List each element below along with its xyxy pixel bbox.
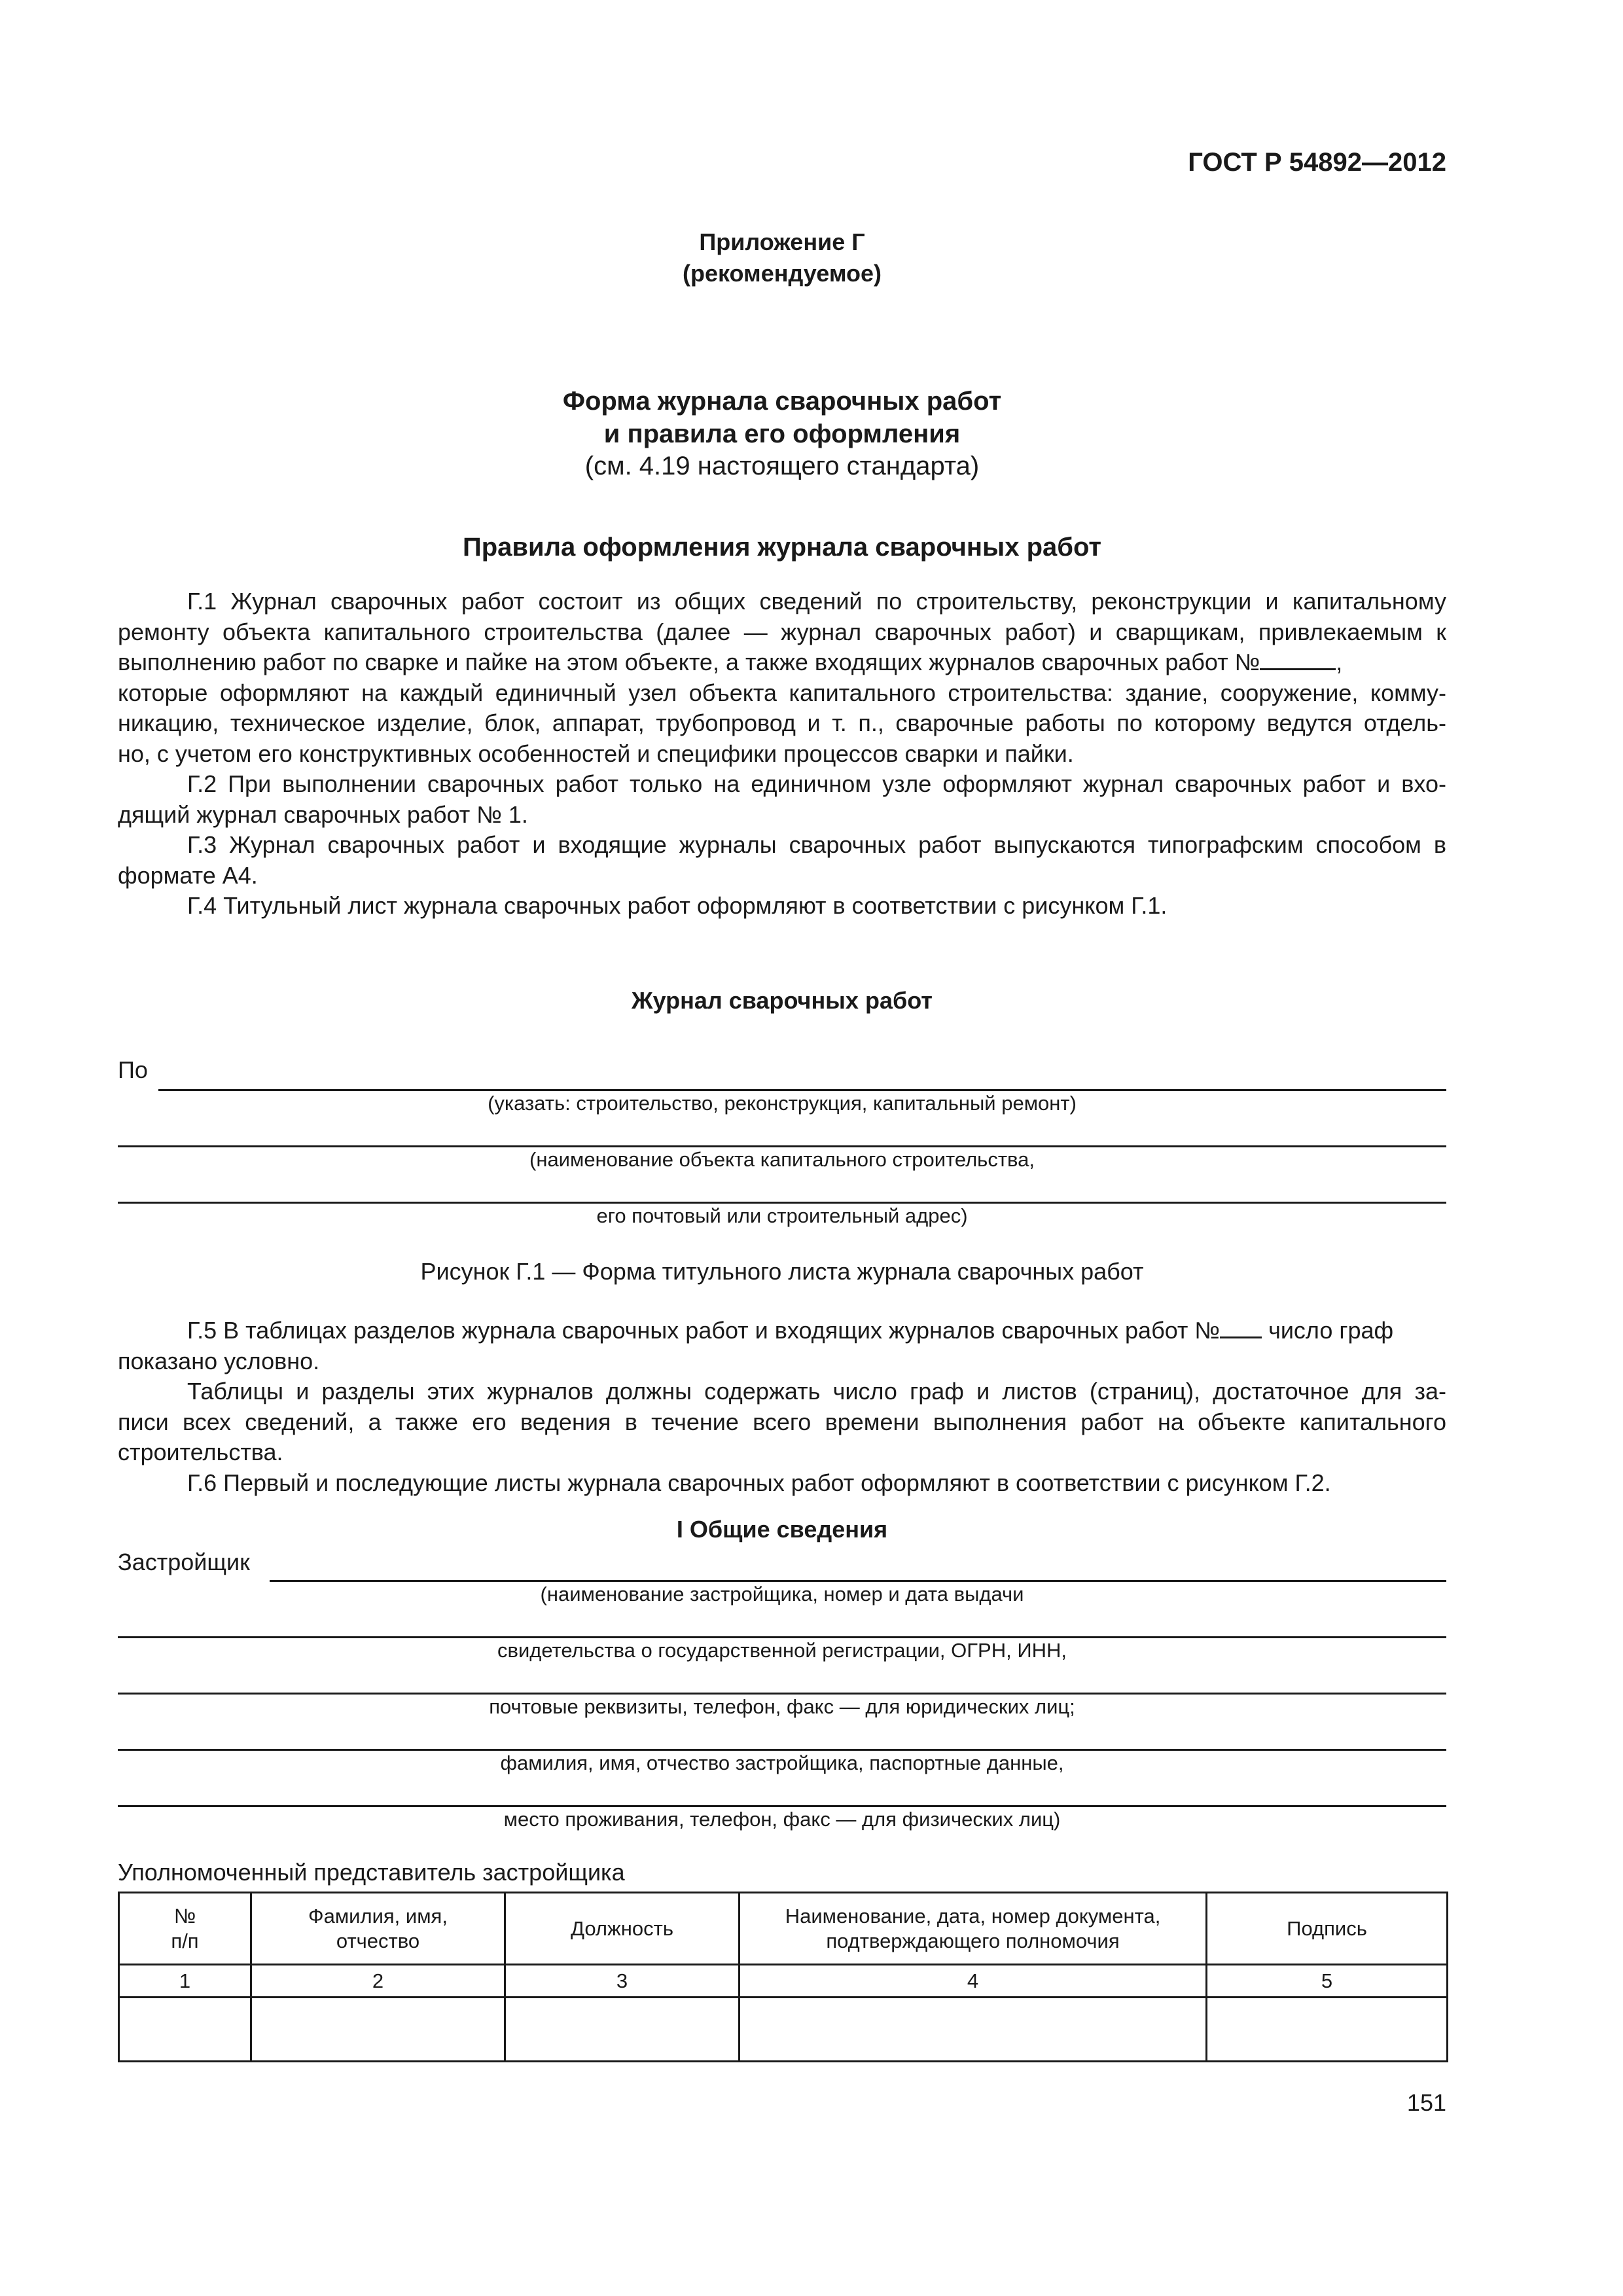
work-type-line [158, 1089, 1446, 1091]
table-row [119, 1998, 1448, 2062]
g2-line-1: Г.2 При выполнении сварочных работ только на единичном узле оформляют журнал сварочных работ и вхо- [187, 770, 1446, 797]
g4-line: Г.4 Титульный лист журнала сварочных работ оформляют в соответствии с рисунком Г.1. [187, 892, 1168, 919]
g1-line-3-end: , [1336, 649, 1343, 675]
developer-line [270, 1580, 1446, 1582]
header-cell-signature [1207, 1893, 1448, 1965]
header-text: Наименование, дата, номер документа, [785, 1904, 1161, 1928]
journal-number-blank [1260, 649, 1336, 670]
document-code: ГОСТ Р 54892—2012 [1188, 148, 1446, 177]
form-title [118, 385, 1446, 450]
g1-line-2: ремонту объекта капитального строительства (далее — журнал сварочных работ) и сварщикам, привлекаемым к [118, 618, 1446, 645]
header-text: Фамилия, имя, [308, 1904, 448, 1928]
g2-line-2: дящий журнал сварочных работ № 1. [118, 800, 528, 828]
header-text: отчество [336, 1929, 420, 1952]
form-reference: (см. 4.19 настоящего стандарта) [584, 452, 980, 480]
header-cell-name [251, 1893, 505, 1965]
work-type-hint: (указать: строительство, реконструкция, капитальный ремонт) [488, 1092, 1077, 1115]
figure-title: Журнал сварочных работ [632, 987, 933, 1014]
header-text: № [173, 1904, 196, 1928]
g5-line-1-end: число граф [1268, 1317, 1394, 1344]
p2-line-1: Таблицы и разделы этих журналов должны содержать число граф и листов (страниц), достаточное для за- [187, 1378, 1446, 1405]
representative-table [118, 1892, 1448, 2062]
g1-line-4: которые оформляют на каждый единичный узел объекта капитального строительства: здание, сооружение, комму- [118, 679, 1446, 706]
header-text: п/п [171, 1929, 199, 1952]
journal-number-blank-2 [1220, 1317, 1262, 1338]
developer-hint-4: фамилия, имя, отчество застройщика, паспортные данные, [500, 1751, 1064, 1774]
developer-hint-2: свидетельства о государственной регистрации, ОГРН, ИНН, [497, 1639, 1067, 1662]
header-cell-number [119, 1893, 251, 1965]
page-number: 151 [1406, 2089, 1446, 2116]
header-text: Должность [571, 1916, 673, 1940]
object-name-line [118, 1145, 1446, 1147]
g3-line-2: формате А4. [118, 861, 258, 889]
developer-line-5 [118, 1805, 1446, 1807]
annex-heading [118, 226, 1446, 289]
g5-line-1 [118, 1316, 1446, 1346]
table-cell [251, 1998, 505, 2062]
rules-text [118, 586, 1446, 922]
figure-caption: Рисунок Г.1 — Форма титульного листа журнала сварочных работ [420, 1258, 1144, 1285]
annex-title: Приложение Г [699, 228, 865, 255]
g1-line-6: но, с учетом его конструктивных особенностей и специфики процессов сварки и пайки. [118, 740, 1074, 767]
g3-line-1: Г.3 Журнал сварочных работ и входящие журналы сварочных работ выпускаются типографским способом в [187, 831, 1446, 858]
developer-line-3 [118, 1693, 1446, 1695]
column-number: 3 [505, 1965, 740, 1998]
developer-hint-3: почтовые реквизиты, телефон, факс — для юридических лиц; [489, 1695, 1075, 1718]
g1-line-3-text: выполнению работ по сварке и пайке на этом объекте, а также входящих журналов сварочных работ № [118, 649, 1260, 675]
table-number-row [119, 1965, 1448, 1998]
rules-text-2 [118, 1316, 1446, 1498]
table-header-row [119, 1893, 1448, 1965]
form-title-line-1: Форма журнала сварочных работ [562, 387, 1002, 416]
developer-line-4 [118, 1749, 1446, 1751]
header-text: подтверждающего полномочия [826, 1929, 1120, 1952]
form-title-line-2: и правила его оформления [603, 420, 961, 448]
column-number: 1 [119, 1965, 251, 1998]
header-cell-position [505, 1893, 740, 1965]
column-number: 2 [251, 1965, 505, 1998]
developer-hint-1: (наименование застройщика, номер и дата выдачи [540, 1583, 1024, 1605]
header-cell-document [740, 1893, 1207, 1965]
g5-line-1-text: Г.5 В таблицах разделов журнала сварочных работ и входящих журналов сварочных работ № [187, 1317, 1221, 1344]
table-cell [505, 1998, 740, 2062]
table-cell [119, 1998, 251, 2062]
developer-line-2 [118, 1636, 1446, 1638]
g1-line-3 [118, 647, 1446, 678]
rules-title: Правила оформления журнала сварочных работ [463, 533, 1101, 562]
g1-line-1: Г.1 Журнал сварочных работ состоит из общих сведений по строительству, реконструкции и капитальному [187, 588, 1446, 615]
section-title: I Общие сведения [676, 1516, 888, 1543]
representative-label: Уполномоченный представитель застройщика [118, 1859, 625, 1886]
p2-line-2: писи всех сведений, а также его ведения в течение всего времени выполнения работ на объекте капитального [118, 1408, 1446, 1435]
object-name-hint: (наименование объекта капитального строительства, [529, 1148, 1035, 1171]
by-label: По [118, 1056, 148, 1083]
annex-type: (рекомендуемое) [683, 260, 882, 287]
developer-hint-5: место проживания, телефон, факс — для физических лиц) [503, 1808, 1061, 1831]
developer-label: Застройщик [118, 1549, 250, 1575]
p2-line-3: строительства. [118, 1439, 283, 1465]
object-address-line [118, 1202, 1446, 1204]
column-number: 4 [740, 1965, 1207, 1998]
header-text: Подпись [1287, 1916, 1367, 1940]
g5-line-2: показано условно. [118, 1347, 320, 1374]
object-address-hint: его почтовый или строительный адрес) [596, 1204, 968, 1227]
g6-line: Г.6 Первый и последующие листы журнала сварочных работ оформляют в соответствии с рисунком Г.2. [187, 1469, 1331, 1496]
g1-line-5: никацию, техническое изделие, блок, аппарат, трубопровод и т. п., сварочные работы по которому ведутся отдель- [118, 709, 1446, 736]
table-cell [1207, 1998, 1448, 2062]
table-cell [740, 1998, 1207, 2062]
column-number: 5 [1207, 1965, 1448, 1998]
